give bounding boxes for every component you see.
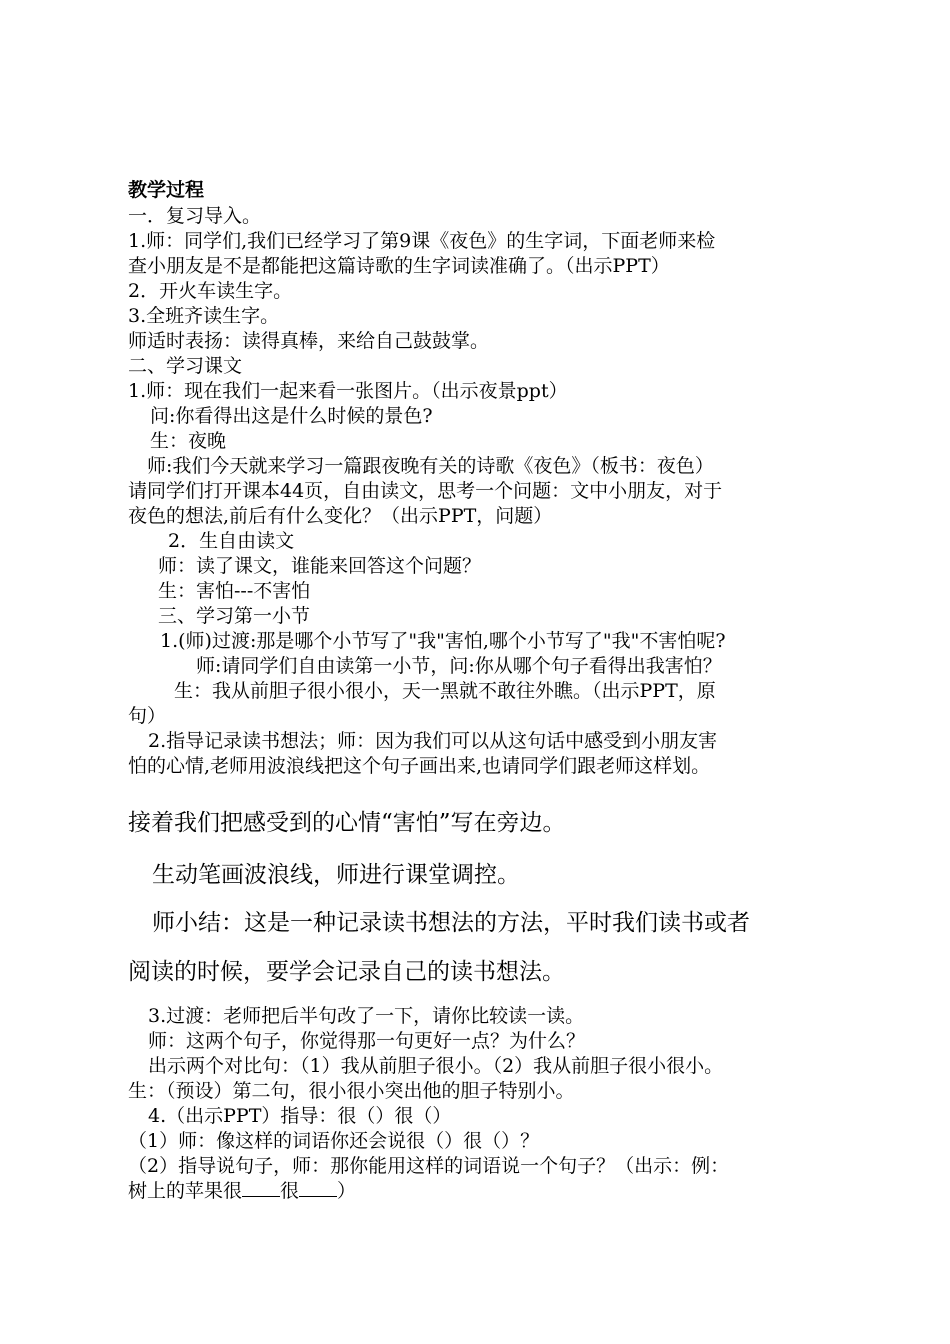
blank-underline (299, 1196, 337, 1197)
text-line: 问:你看得出这是什么时候的景色? (150, 405, 433, 427)
text-line: 1.师：现在我们一起来看一张图片。（出示夜景ppt） (128, 380, 568, 402)
text-line: 师：读了课文，谁能来回答这个问题？ (158, 555, 482, 577)
text-line-large: 接着我们把感受到的心情“害怕”写在旁边。 (128, 810, 566, 836)
text-line: 出示两个对比句：（1）我从前胆子很小。（2）我从前胆子很小很小。 (148, 1055, 724, 1077)
text-line: 查小朋友是不是都能把这篇诗歌的生字词读准确了。（出示PPT） (128, 255, 670, 277)
text-line: 4.（出示PPT）指导：很（）很（） (148, 1105, 452, 1127)
text-line: 1.师：同学们,我们已经学习了第9课《夜色》的生字词，下面老师来检 (128, 230, 716, 252)
text-line: 3.全班齐读生字。 (128, 305, 280, 327)
heading-learn-text: 二、学习课文 (128, 355, 243, 377)
text-line: 师：这两个句子，你觉得那一句更好一点？为什么？ (148, 1030, 586, 1052)
text-line-large: 生动笔画波浪线，师进行课堂调控。 (152, 862, 520, 888)
text-line: （1）师：像这样的词语你还会说很（）很（）？ (128, 1130, 540, 1152)
text-line: 师适时表扬：读得真棒，来给自己鼓鼓掌。 (128, 330, 490, 352)
text-line: 生：害怕---不害怕 (158, 580, 311, 602)
heading-first-section: 三、学习第一小节 (158, 605, 311, 627)
fill-in-example (128, 1179, 356, 1203)
text-line: 师:我们今天就来学习一篇跟夜晚有关的诗歌《夜色》（板书：夜色） (147, 455, 714, 477)
heading-review: 一．复习导入。 (128, 205, 262, 227)
text-line: 怕的心情,老师用波浪线把这个句子画出来,也请同学们跟老师这样划。 (128, 755, 711, 777)
text-line: 3.过渡：老师把后半句改了一下，请你比较读一读。 (148, 1005, 585, 1027)
text-line: 请同学们打开课本44页，自由读文，思考一个问题：文中小朋友，对于 (128, 480, 723, 502)
blank-underline (242, 1196, 280, 1197)
text-line: 夜色的想法,前后有什么变化？（出示PPT，问题） (128, 505, 553, 527)
text-line-large: 师小结：这是一种记录读书想法的方法，平时我们读书或者 (152, 910, 750, 936)
text-line: 生：（预设）第二句，很小很小突出他的胆子特别小。 (128, 1080, 575, 1102)
text-line: 2．生自由读文 (168, 530, 295, 552)
text-line: 生：夜晚 (150, 430, 227, 452)
section-title: 教学过程 (128, 179, 205, 201)
example-text-part: ） (337, 1180, 357, 1202)
text-line: 生：我从前胆子很小很小，天一黑就不敢往外瞧。（出示PPT，原 (174, 680, 716, 702)
example-text-part: 很 (280, 1180, 300, 1202)
text-line: 师:请同学们自由读第一小节，问:你从哪个句子看得出我害怕？ (196, 655, 722, 677)
text-line: 句） (128, 705, 167, 727)
example-text-part: 树上的苹果很 (128, 1180, 243, 1202)
text-line: 1.(师)过渡:那是哪个小节写了"我"害怕,哪个小节写了"我"不害怕呢? (160, 630, 726, 652)
text-line: 2．开火车读生字。 (128, 280, 293, 302)
text-line: 2.指导记录读书想法；师：因为我们可以从这句话中感受到小朋友害 (148, 730, 718, 752)
text-line-large: 阅读的时候，要学会记录自己的读书想法。 (128, 959, 565, 985)
text-line: （2）指导说句子，师：那你能用这样的词语说一个句子？（出示：例： (128, 1155, 730, 1177)
